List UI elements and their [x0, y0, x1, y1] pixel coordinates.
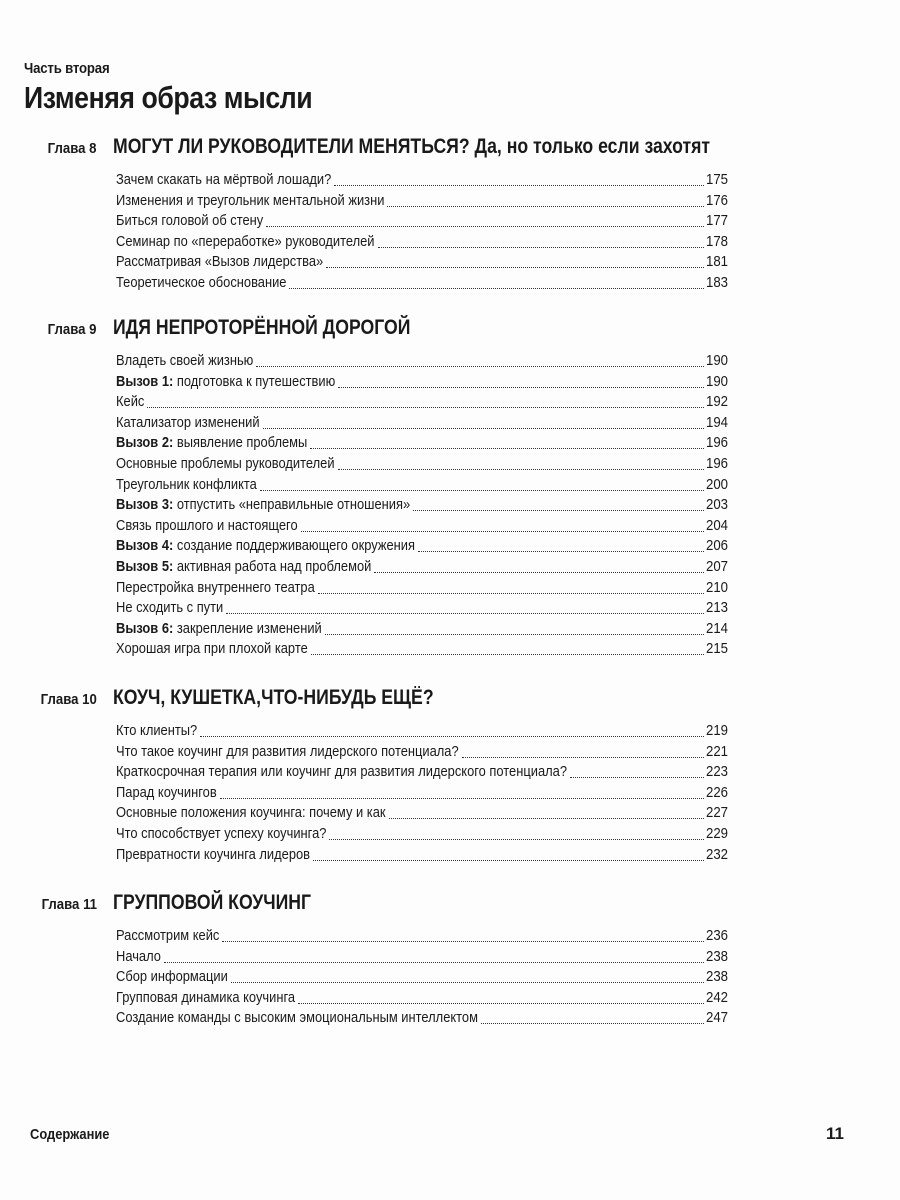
- chapter: [0, 316, 900, 660]
- toc-entry[interactable]: [116, 1008, 728, 1029]
- toc-entry-title: Что способствует успеху коучинга?: [116, 824, 327, 842]
- toc-entry-title: Краткосрочная терапия или коучинг для развития лидерского потенциала?: [116, 763, 568, 781]
- toc-entry[interactable]: [116, 252, 728, 273]
- toc-entry-page: 200: [705, 475, 728, 493]
- chapter-heading: [0, 686, 900, 716]
- toc-entry-page: 181: [705, 253, 728, 271]
- toc-entry-text: [116, 762, 567, 783]
- chapter-title: ИДЯ НЕПРОТОРЁННОЙ ДОРОГОЙ: [113, 316, 411, 339]
- toc-entry-title: Кейс: [116, 393, 145, 411]
- toc-entry-text: [116, 413, 260, 434]
- toc-entry-text: [116, 967, 228, 988]
- toc-entry[interactable]: [116, 557, 728, 578]
- dot-leader: [313, 860, 704, 861]
- toc-entry-title: Не сходить с пути: [116, 599, 224, 617]
- toc-entry-title: Треугольник конфликта: [116, 475, 257, 493]
- toc-entry-text: [116, 516, 298, 537]
- chapter-title: МОГУТ ЛИ РУКОВОДИТЕЛИ МЕНЯТЬСЯ? Да, но только если захотят: [113, 135, 711, 158]
- toc-entry[interactable]: [116, 191, 728, 212]
- dot-leader: [387, 206, 704, 207]
- toc-entry-title: Зачем скакать на мёртвой лошади?: [116, 171, 332, 188]
- toc-entry-page: 215: [705, 640, 728, 658]
- toc-entry[interactable]: [116, 211, 728, 232]
- toc-entry-title: Кто клиенты?: [116, 722, 198, 739]
- dot-leader: [570, 777, 704, 778]
- toc-entry[interactable]: [116, 392, 728, 413]
- toc-entry[interactable]: [116, 454, 728, 475]
- toc-entry-page: 207: [705, 557, 728, 575]
- toc-entry-text: [116, 845, 310, 866]
- dot-leader: [200, 736, 704, 737]
- toc-entry-prefix: Вызов 4:: [116, 537, 174, 555]
- toc-entry-text: [116, 495, 410, 516]
- toc-entry[interactable]: [116, 824, 728, 845]
- chapter-entries: [0, 926, 900, 1029]
- toc-entry-prefix: Вызов 1:: [116, 372, 174, 390]
- toc-entry-page: 203: [705, 496, 728, 514]
- toc-entry-text: [116, 170, 331, 191]
- chapter-number: Глава 9: [48, 321, 97, 338]
- toc-entry-page: 190: [705, 352, 728, 369]
- dot-leader: [256, 366, 704, 367]
- dot-leader: [318, 593, 704, 594]
- toc-entry[interactable]: [116, 372, 728, 393]
- toc-entry-page: 219: [705, 722, 728, 739]
- dot-leader: [220, 798, 704, 799]
- chapter-number: Глава 8: [48, 140, 97, 157]
- toc-entry[interactable]: [116, 721, 728, 742]
- chapter-title: КОУЧ, КУШЕТКА,ЧТО-НИБУДЬ ЕЩЁ?: [113, 686, 434, 709]
- toc-entry-title: подготовка к путешествию: [173, 372, 336, 390]
- toc-entry-page: 247: [705, 1009, 728, 1027]
- toc-entry-title: Катализатор изменений: [116, 413, 260, 431]
- toc-entry[interactable]: [116, 762, 728, 783]
- toc-entry-title: активная работа над проблемой: [173, 557, 372, 575]
- toc-entry-text: [116, 351, 253, 372]
- toc-entry[interactable]: [116, 495, 728, 516]
- toc-entry-page: 204: [705, 516, 728, 534]
- dot-leader: [222, 941, 704, 942]
- toc-entry-prefix: Вызов 2:: [116, 434, 174, 452]
- toc-entry-text: [116, 211, 263, 232]
- toc-entry-text: [116, 273, 286, 294]
- toc-entry-title: Основные проблемы руководителей: [116, 454, 335, 472]
- toc-entry-page: 221: [705, 742, 728, 760]
- toc-entry-text: [116, 392, 144, 413]
- toc-entry-title: Перестройка внутреннего театра: [116, 578, 315, 596]
- toc-entry-title: Парад коучингов: [116, 783, 217, 801]
- toc-entry-text: [116, 433, 307, 454]
- toc-entry[interactable]: [116, 639, 728, 660]
- dot-leader: [378, 247, 704, 248]
- toc-entry-title: Рассмотрим кейс: [116, 927, 220, 944]
- toc-entry[interactable]: [116, 967, 728, 988]
- toc-entry-page: 196: [705, 434, 728, 452]
- toc-entry-page: 223: [705, 763, 728, 781]
- toc-entry[interactable]: [116, 232, 728, 253]
- toc-entry-page: 177: [705, 212, 728, 230]
- chapter-heading: [0, 316, 900, 346]
- toc-entry-page: 190: [705, 372, 728, 390]
- toc-entry-title: Групповая динамика коучинга: [116, 988, 296, 1006]
- toc-entry-prefix: Вызов 5:: [116, 557, 174, 575]
- toc-entry-text: [116, 639, 308, 660]
- toc-entry-text: [116, 372, 335, 393]
- chapter-entries: [0, 721, 900, 865]
- toc-entry-title: создание поддерживающего окружения: [173, 537, 415, 555]
- toc-entry-text: [116, 475, 257, 496]
- dot-leader: [260, 490, 704, 491]
- toc-entry-title: Изменения и треугольник ментальной жизни: [116, 191, 385, 209]
- toc-entry[interactable]: [116, 433, 728, 454]
- dot-leader: [389, 818, 704, 819]
- toc-entry-text: [116, 947, 161, 968]
- toc-entry-page: 196: [705, 454, 728, 472]
- toc-entry-page: 242: [705, 988, 728, 1006]
- toc-entry-title: Рассматривая «Вызов лидерства»: [116, 253, 324, 271]
- toc-entry-text: [116, 988, 295, 1009]
- toc-entry-title: Создание команды с высоким эмоциональным интеллектом: [116, 1009, 478, 1027]
- toc-entry-text: [116, 578, 315, 599]
- toc-entry-text: [116, 926, 219, 947]
- toc-entry-title: Владеть своей жизнью: [116, 352, 254, 369]
- toc-entry-title: Основные положения коучинга: почему и как: [116, 804, 386, 822]
- toc-entry-prefix: Вызов 6:: [116, 619, 174, 637]
- toc-entry-title: Биться головой об стену: [116, 212, 264, 230]
- dot-leader: [231, 982, 704, 983]
- dot-leader: [374, 572, 704, 573]
- toc-entry-page: 226: [705, 783, 728, 801]
- toc-entry-text: [116, 803, 386, 824]
- toc-entry-page: 176: [705, 191, 728, 209]
- chapter: [0, 891, 900, 1029]
- part-title: Изменяя образ мысли: [24, 80, 313, 115]
- toc-entry-text: [116, 557, 371, 578]
- dot-leader: [338, 387, 704, 388]
- toc-entry[interactable]: [116, 273, 728, 294]
- toc-entry-title: Начало: [116, 947, 161, 965]
- toc-entry[interactable]: [116, 536, 728, 557]
- footer-label: Содержание: [30, 1126, 110, 1143]
- dot-leader: [164, 962, 704, 963]
- toc-entry-text: [116, 232, 375, 253]
- toc-entry-text: [116, 454, 335, 475]
- toc-entry-page: 178: [705, 232, 728, 250]
- toc-entry-title: Хорошая игра при плохой карте: [116, 640, 308, 658]
- toc-entry-text: [116, 1008, 478, 1029]
- toc-entry-title: закрепление изменений: [173, 619, 322, 637]
- toc-entry-title: выявление проблемы: [173, 434, 308, 452]
- toc-entry-title: Теоретическое обоснование: [116, 273, 287, 291]
- dot-leader: [326, 267, 704, 268]
- toc-entry-page: 214: [705, 619, 728, 637]
- toc-entry-text: [116, 536, 415, 557]
- dot-leader: [301, 531, 704, 532]
- toc-entry[interactable]: [116, 475, 728, 496]
- dot-leader: [298, 1003, 704, 1004]
- toc-entry-page: 213: [705, 599, 728, 617]
- toc-entry-page: 229: [705, 824, 728, 842]
- toc-entry-text: [116, 619, 322, 640]
- dot-leader: [311, 654, 704, 655]
- toc-entry[interactable]: [116, 988, 728, 1009]
- dot-leader: [263, 428, 704, 429]
- toc-entry-title: Сбор информации: [116, 968, 228, 986]
- toc-entry-title: Превратности коучинга лидеров: [116, 845, 311, 863]
- toc-entry-title: Связь прошлого и настоящего: [116, 516, 298, 534]
- dot-leader: [418, 551, 704, 552]
- page-number: 11: [826, 1124, 844, 1143]
- toc-entry-text: [116, 721, 197, 742]
- toc-entry-page: 238: [705, 968, 728, 986]
- toc-entry[interactable]: [116, 619, 728, 640]
- toc-entry-page: 194: [705, 413, 728, 431]
- chapter: [0, 686, 900, 865]
- toc-entry-text: [116, 191, 384, 212]
- dot-leader: [481, 1023, 704, 1024]
- dot-leader: [325, 634, 704, 635]
- dot-leader: [289, 288, 703, 289]
- toc-entry-page: 227: [705, 804, 728, 822]
- toc-entry[interactable]: [116, 516, 728, 537]
- dot-leader: [226, 613, 704, 614]
- toc-entry[interactable]: [116, 947, 728, 968]
- toc-entry[interactable]: [116, 783, 728, 804]
- toc-entry-text: [116, 742, 459, 763]
- toc-entry-page: 236: [705, 927, 728, 944]
- dot-leader: [147, 407, 704, 408]
- toc-entry-text: [116, 783, 217, 804]
- toc-entry-text: [116, 252, 323, 273]
- toc-entry[interactable]: [116, 170, 728, 191]
- toc-entry-page: 183: [705, 273, 728, 291]
- dot-leader: [413, 510, 704, 511]
- toc-entry-title: Что такое коучинг для развития лидерского потенциала?: [116, 742, 459, 760]
- chapter-entries: [0, 170, 900, 294]
- chapter-heading: [0, 135, 900, 165]
- dot-leader: [334, 185, 704, 186]
- toc-entry[interactable]: [116, 845, 728, 866]
- toc-entry[interactable]: [116, 578, 728, 599]
- toc-entry-page: 192: [705, 393, 728, 411]
- dot-leader: [266, 226, 704, 227]
- toc-entry-prefix: Вызов 3:: [116, 496, 174, 514]
- toc-entry-text: [116, 824, 326, 845]
- toc-entry-page: 206: [705, 537, 728, 555]
- chapter-heading: [0, 891, 900, 921]
- toc-entry-page: 238: [705, 947, 728, 965]
- chapter-title: ГРУППОВОЙ КОУЧИНГ: [113, 891, 312, 914]
- toc-entry[interactable]: [116, 413, 728, 434]
- toc-entry-page: 232: [705, 845, 728, 863]
- toc-entry[interactable]: [116, 926, 728, 947]
- dot-leader: [462, 757, 704, 758]
- toc-entry[interactable]: [116, 351, 728, 372]
- toc-entry-title: Семинар по «переработке» руководителей: [116, 232, 375, 250]
- toc-entry[interactable]: [116, 742, 728, 763]
- toc-entry-page: 175: [705, 171, 728, 188]
- part-label: Часть вторая: [24, 60, 110, 77]
- toc-entry-title: отпустить «неправильные отношения»: [173, 496, 411, 514]
- chapter-number: Глава 11: [41, 896, 97, 913]
- dot-leader: [338, 469, 704, 470]
- chapter-entries: [0, 351, 900, 660]
- toc-entry[interactable]: [116, 598, 728, 619]
- toc-entry-text: [116, 598, 223, 619]
- toc-entry[interactable]: [116, 803, 728, 824]
- chapter: [0, 135, 900, 294]
- dot-leader: [329, 839, 704, 840]
- dot-leader: [310, 448, 704, 449]
- toc-entry-page: 210: [705, 578, 728, 596]
- chapter-number: Глава 10: [40, 691, 97, 708]
